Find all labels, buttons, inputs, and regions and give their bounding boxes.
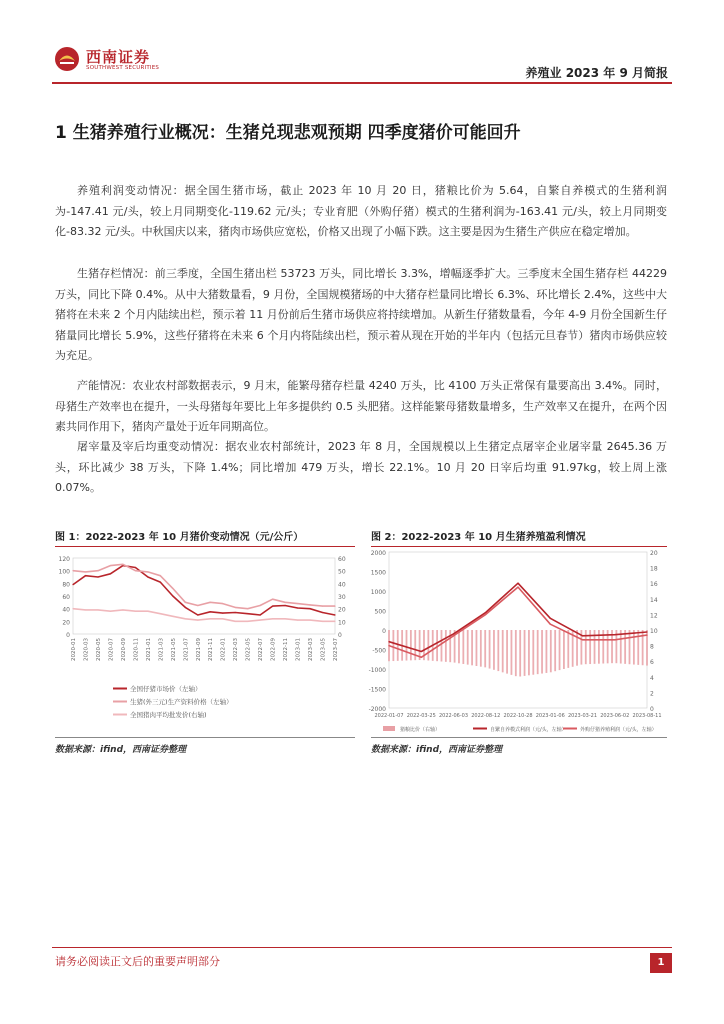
bar-mark	[559, 630, 561, 670]
series-point	[160, 575, 161, 576]
series-point	[297, 607, 298, 608]
bar-mark	[458, 630, 460, 663]
x-tick-label: 2021-07	[183, 638, 190, 661]
bar-mark	[502, 630, 504, 672]
series-point	[485, 614, 486, 615]
series-point	[272, 606, 273, 607]
x-tick-label: 2022-06-03	[438, 713, 469, 719]
legend-swatch	[383, 726, 395, 731]
y-right-tick-label: 50	[338, 568, 346, 576]
series-point	[334, 621, 335, 622]
paragraph-slaughter: 屠宰量及宰后均重变动情况：据农业农村部统计，2023 年 8 月，全国规模以上生猪定点屠宰企业屠宰量 2645.36 万头，环比减少 38 万头，下降 1.4%；同比增加 479 万头，增长 22.1%。10 月 20 日宰后均重 91.97kg，较上周上涨 0.07%。	[55, 440, 667, 494]
y-right-tick-label: 20	[338, 606, 346, 614]
y-right-tick-label: 4	[650, 674, 654, 682]
y-right-tick-label: 60	[338, 556, 346, 563]
footer-disclaimer: 请务必阅读正文后的重要声明部分	[55, 955, 220, 968]
y-left-tick-label: -1500	[368, 686, 386, 694]
x-tick-label: 2023-03	[308, 638, 315, 661]
series-point	[110, 573, 111, 574]
bar-mark	[515, 630, 517, 676]
series-point	[210, 611, 211, 612]
x-tick-label: 2020-03	[83, 638, 90, 661]
series-point	[172, 616, 173, 617]
series-point	[582, 639, 583, 640]
series-point	[614, 634, 615, 635]
y-left-tick-label: -2000	[368, 706, 386, 713]
logo-name-en: SOUTHWEST SECURITIES	[86, 65, 160, 71]
y-left-tick-label: 1000	[370, 589, 386, 596]
series-point	[235, 607, 236, 608]
series-point	[334, 614, 335, 615]
bar-mark	[546, 630, 548, 673]
y-left-tick-label: -500	[372, 647, 386, 655]
series-point	[97, 576, 98, 577]
series-point	[222, 618, 223, 619]
x-tick-label: 2020-05	[95, 638, 102, 661]
series-point	[421, 651, 422, 652]
series-point	[185, 618, 186, 619]
y-left-tick-label: 0	[382, 628, 386, 635]
y-right-tick-label: 30	[338, 594, 346, 601]
y-right-tick-label: 18	[650, 565, 658, 573]
series-point	[147, 611, 148, 612]
bar-mark	[419, 630, 421, 660]
series-point	[97, 570, 98, 571]
series-point	[185, 607, 186, 608]
series-point	[550, 624, 551, 625]
series-point	[309, 604, 310, 605]
y-right-tick-label: 16	[650, 581, 658, 589]
series-point	[197, 619, 198, 620]
bar-mark	[637, 630, 639, 665]
bar-mark	[524, 630, 526, 676]
paragraph-capacity: 产能情况：农业农村部数据表示，9 月末，能繁母猪存栏量 4240 万头，比 4100 万头正常保有量要高出 3.4%。同时，母猪生产效率也在提升，一头母猪每年要比上年多提供约 0.5 头肥猪。这样能繁母猪数量增多，生产效率又在提升，在两个因素共同作用下，猪肉产量处于近年同期高位。	[55, 379, 667, 433]
series-point	[147, 576, 148, 577]
series-point	[110, 611, 111, 612]
series-point	[550, 618, 551, 619]
bar-mark	[567, 630, 569, 668]
series-point	[272, 618, 273, 619]
x-tick-label: 2022-01-07	[374, 713, 404, 719]
series-point	[284, 602, 285, 603]
series-point	[453, 635, 454, 636]
legend-label: 生猪(外三元)生产资料价格（左轴）	[130, 698, 233, 706]
series-point	[260, 614, 261, 615]
y-left-tick-label: 60	[62, 594, 70, 601]
page-number: 1	[650, 953, 672, 973]
pig-profit-chart	[368, 548, 667, 736]
x-tick-label: 2023-03-21	[567, 713, 598, 719]
y-right-tick-label: 0	[650, 706, 654, 713]
x-tick-label: 2022-10-28	[503, 713, 533, 719]
header-divider	[52, 82, 672, 84]
series-point	[197, 614, 198, 615]
series-line	[73, 609, 335, 622]
pig-price-line-chart	[55, 548, 355, 736]
y-left-tick-label: 20	[62, 619, 70, 627]
logo-name-cn: 西南证券	[86, 48, 151, 66]
x-tick-label: 2022-09	[270, 638, 277, 661]
legend-label: 全国猪肉平均批发价(右轴)	[130, 711, 207, 719]
bar-mark	[489, 630, 491, 669]
y-right-tick-label: 2	[650, 690, 654, 698]
y-right-tick-label: 10	[338, 619, 346, 627]
series-point	[284, 618, 285, 619]
x-tick-label: 2023-06-02	[600, 713, 630, 719]
company-logo	[54, 44, 174, 76]
bar-mark	[484, 630, 486, 667]
bar-mark	[506, 630, 508, 674]
series-point	[517, 583, 518, 584]
series-line	[73, 566, 335, 615]
series-point	[260, 619, 261, 620]
bar-mark	[397, 630, 399, 661]
x-tick-label: 2022-05	[245, 638, 252, 661]
series-point	[309, 619, 310, 620]
series-point	[160, 613, 161, 614]
bar-mark	[563, 630, 565, 669]
y-left-tick-label: 120	[58, 556, 70, 563]
series-line	[73, 564, 335, 608]
bar-mark	[471, 630, 473, 665]
series-point	[235, 612, 236, 613]
series-point	[72, 584, 73, 585]
x-tick-label: 2022-03-25	[406, 713, 436, 719]
x-tick-label: 2023-08-11	[632, 713, 662, 719]
bar-mark	[441, 630, 443, 662]
x-tick-label: 2022-11	[283, 638, 290, 661]
series-point	[646, 631, 647, 632]
bar-mark	[462, 630, 464, 664]
y-right-tick-label: 0	[338, 632, 342, 639]
x-tick-label: 2020-07	[108, 638, 115, 661]
paragraph-profit: 养殖利润变动情况：据全国生猪市场，截止 2023 年 10 月 20 日，猪粮比价为 5.64，自繁自养模式的生猪利润为-147.41 元/头，较上月同期变化-119.62 元/头；专业育肥（外购仔猪）模式的生猪利润为-163.41 元/头，较上月同期变化-83.32 元/头。中秋国庆以来，猪肉市场供应宽松，价格又出现了小幅下跌。这主要是因为生猪生产供应在稳定增加。	[55, 184, 667, 238]
y-left-tick-label: 100	[58, 568, 70, 576]
y-right-tick-label: 8	[650, 643, 654, 651]
bar-mark	[624, 630, 626, 664]
y-right-tick-label: 12	[650, 612, 658, 620]
series-point	[388, 645, 389, 646]
series-point	[485, 612, 486, 613]
logo-mark-icon	[54, 46, 80, 72]
x-tick-label: 2023-01	[295, 638, 302, 661]
series-point	[247, 613, 248, 614]
y-left-tick-label: 80	[62, 581, 70, 589]
figure-1-title: 图 1：2022-2023 年 10 月猪价变动情况（元/公斤）	[55, 532, 304, 543]
y-left-tick-label: -1000	[368, 667, 386, 674]
series-point	[222, 613, 223, 614]
figure-1-title-rule	[55, 546, 355, 547]
bar-mark	[493, 630, 495, 670]
series-point	[147, 571, 148, 572]
bar-mark	[497, 630, 499, 671]
plot-area-frame	[73, 558, 335, 634]
y-left-tick-label: 1500	[370, 569, 386, 577]
series-point	[172, 595, 173, 596]
series-point	[72, 608, 73, 609]
series-point	[185, 602, 186, 603]
x-tick-label: 2021-05	[170, 638, 177, 661]
series-point	[172, 588, 173, 589]
x-tick-label: 2022-08-12	[471, 713, 501, 719]
x-tick-label: 2021-03	[158, 638, 165, 661]
y-right-tick-label: 14	[650, 596, 658, 604]
series-point	[135, 611, 136, 612]
x-tick-label: 2021-11	[208, 638, 215, 661]
bar-mark	[576, 630, 578, 666]
bar-mark	[633, 630, 635, 665]
x-tick-label: 2023-01-06	[535, 713, 565, 719]
bar-mark	[511, 630, 513, 675]
series-point	[582, 635, 583, 636]
y-right-tick-label: 6	[650, 659, 654, 667]
series-point	[85, 609, 86, 610]
series-point	[614, 639, 615, 640]
y-left-tick-label: 40	[62, 606, 70, 614]
x-tick-label: 2021-01	[145, 638, 152, 661]
figure-1-chart	[55, 548, 355, 736]
bar-mark	[519, 630, 521, 677]
figure-1-source-rule	[55, 737, 355, 738]
series-point	[210, 602, 211, 603]
legend-label: 外购仔猪养殖利润（元/头，左轴）	[580, 727, 657, 733]
series-point	[110, 565, 111, 566]
series-point	[97, 609, 98, 610]
series-point	[272, 599, 273, 600]
figure-2-chart	[368, 548, 667, 736]
bar-mark	[541, 630, 543, 674]
series-point	[135, 567, 136, 568]
series-point	[210, 618, 211, 619]
figure-2-source-rule	[371, 737, 667, 738]
y-left-tick-label: 0	[66, 632, 70, 639]
bar-mark	[554, 630, 556, 671]
legend-label: 全国仔猪市场价（左轴）	[130, 685, 202, 693]
bar-mark	[467, 630, 469, 665]
x-tick-label: 2023-05	[320, 638, 327, 661]
series-point	[247, 608, 248, 609]
y-right-tick-label: 40	[338, 581, 346, 589]
bar-mark	[445, 630, 447, 662]
figure-2-title: 图 2：2022-2023 年 10 月生猪养殖盈利情况	[371, 532, 586, 543]
series-point	[322, 606, 323, 607]
paragraph-inventory: 生猪存栏情况：前三季度，全国生猪出栏 53723 万头，同比增长 3.3%，增幅逐季扩大。三季度末全国生猪存栏 44229 万头，同比下降 0.4%。从中大猪数量看，9 月份，全国规模猪场的中大猪存栏量同比增长 6.3%、环比增长 2.4%，这些中大猪将在未来 2 个月内陆续出栏，预示着 11 月份前后生猪市场供应将持续增加。从新生仔猪数量看，今年 4-9 月份全国新生仔猪量同比增长 5.9%，这些仔猪将在未来 6 个月内将陆续出栏，预示着从现在开始的半年内（包括元旦春节）猪肉市场供应较为充足。	[55, 267, 667, 362]
series-point	[388, 641, 389, 642]
bar-mark	[532, 630, 534, 675]
series-point	[122, 609, 123, 610]
legend-label: 猪粮比价（右轴）	[400, 727, 441, 733]
bar-mark	[392, 630, 394, 661]
series-point	[235, 621, 236, 622]
bar-mark	[427, 630, 429, 661]
x-tick-label: 2021-09	[195, 638, 202, 661]
figure-2-source: 数据来源：ifind，西南证券整理	[371, 745, 503, 755]
series-point	[297, 603, 298, 604]
bar-mark	[480, 630, 482, 667]
series-point	[122, 564, 123, 565]
series-point	[322, 621, 323, 622]
series-point	[85, 571, 86, 572]
y-right-tick-label: 20	[650, 550, 658, 557]
series-point	[334, 606, 335, 607]
legend-label: 自繁自养模式利润（元/头，左轴）	[490, 727, 567, 733]
series-point	[309, 608, 310, 609]
section-heading: 1 生猪养殖行业概况：生猪兑现悲观预期 四季度猪价可能回升	[55, 123, 521, 143]
series-point	[517, 587, 518, 588]
series-point	[197, 605, 198, 606]
y-right-tick-label: 10	[650, 628, 658, 635]
page-header	[52, 42, 672, 84]
series-point	[421, 657, 422, 658]
series-point	[72, 570, 73, 571]
series-point	[322, 612, 323, 613]
x-tick-label: 2022-07	[258, 638, 265, 661]
series-point	[247, 621, 248, 622]
x-tick-label: 2020-01	[71, 638, 77, 661]
y-left-tick-label: 2000	[370, 550, 386, 557]
bar-mark	[550, 630, 552, 672]
series-point	[646, 634, 647, 635]
series-point	[284, 605, 285, 606]
footer-divider	[52, 947, 672, 948]
bar-mark	[410, 630, 412, 660]
bar-mark	[528, 630, 530, 675]
x-tick-label: 2022-03	[233, 638, 240, 661]
bar-mark	[537, 630, 539, 674]
series-point	[160, 581, 161, 582]
series-point	[135, 570, 136, 571]
y-left-tick-label: 500	[374, 608, 386, 616]
bar-mark	[629, 630, 631, 664]
bar-mark	[406, 630, 408, 661]
series-point	[85, 575, 86, 576]
x-tick-label: 2023-07	[333, 638, 339, 661]
series-point	[222, 603, 223, 604]
figure-1-source: 数据来源：ifind，西南证券整理	[55, 745, 187, 755]
bar-mark	[476, 630, 478, 666]
series-point	[453, 633, 454, 634]
figure-2-title-rule	[371, 546, 667, 547]
report-title: 养殖业 2023 年 9 月简报	[525, 66, 668, 80]
series-point	[297, 619, 298, 620]
x-tick-label: 2020-11	[133, 638, 140, 661]
x-tick-label: 2020-09	[120, 638, 127, 661]
x-tick-label: 2022-01	[220, 638, 227, 661]
series-point	[260, 605, 261, 606]
